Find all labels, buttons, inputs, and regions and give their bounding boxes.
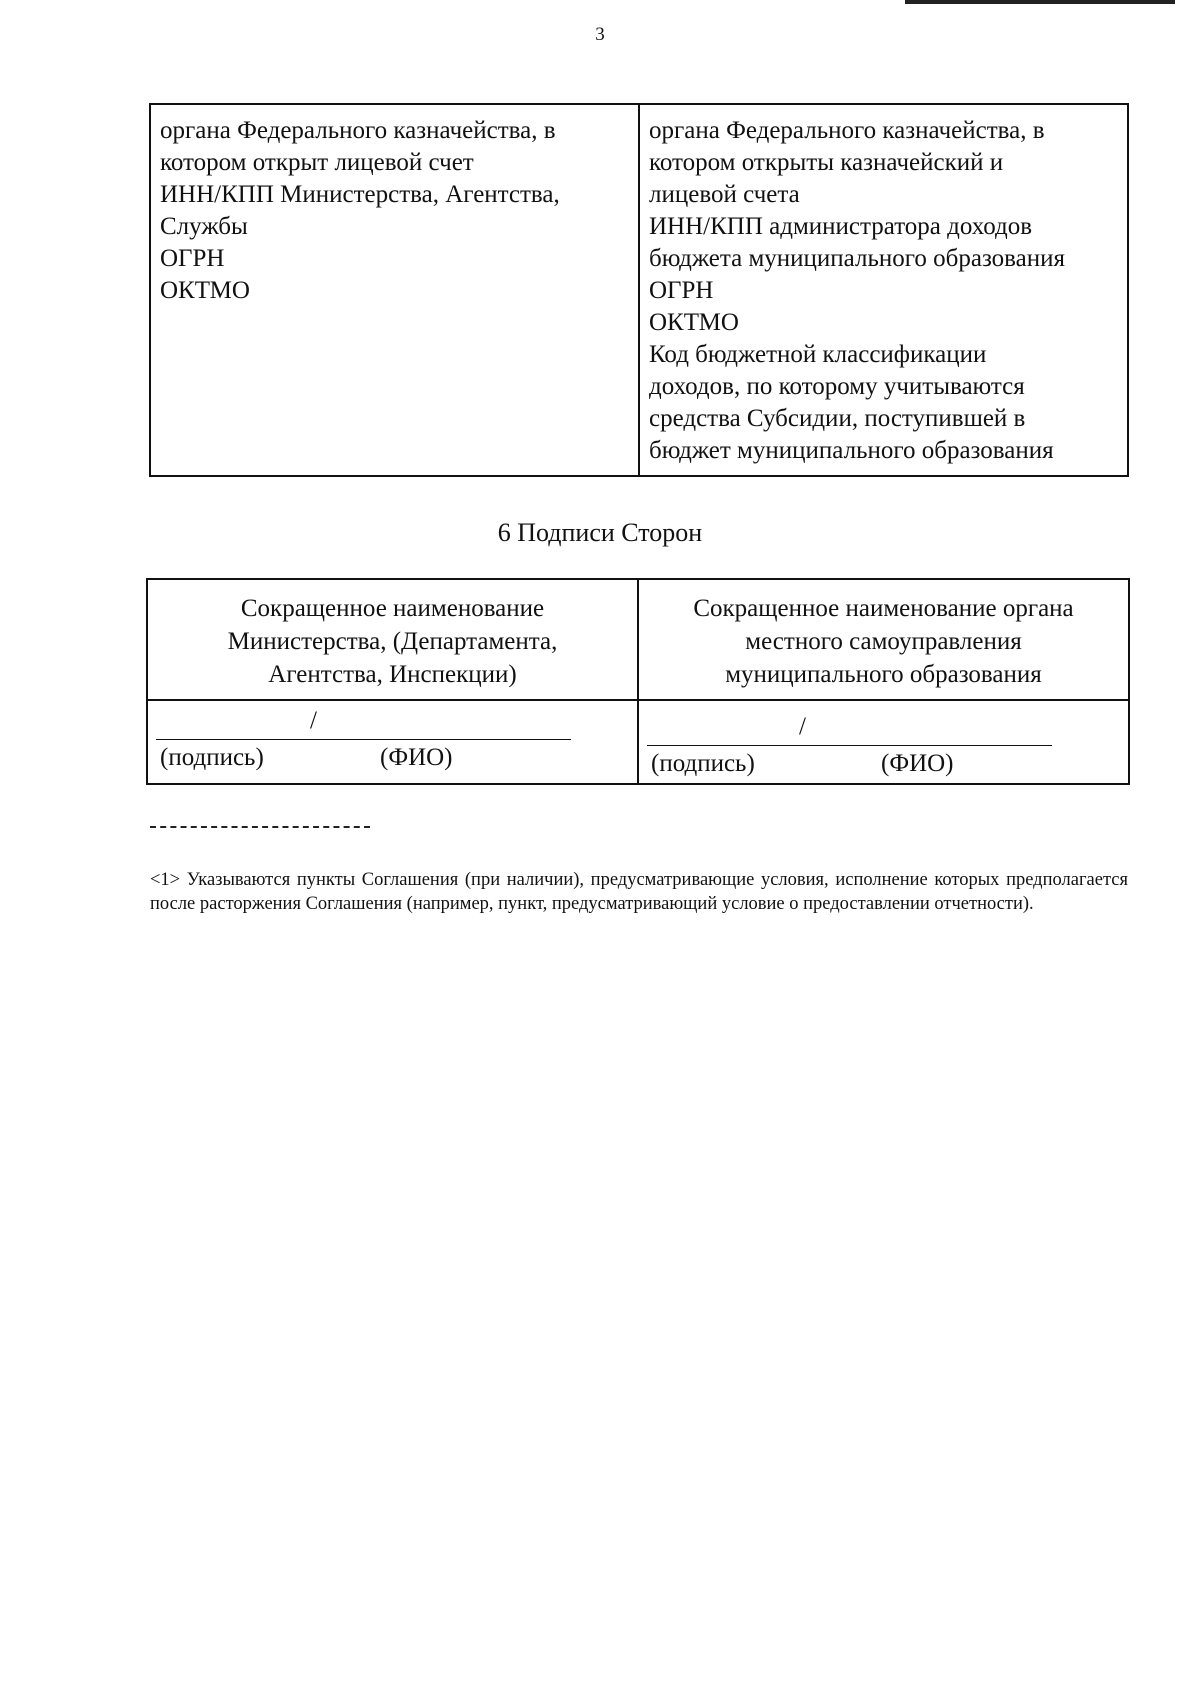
header-line: местного самоуправления (745, 628, 1022, 655)
requisites-right-line: бюджет муниципального образования (649, 437, 1054, 464)
signatures-left-header (147, 579, 638, 700)
requisites-right-cell (639, 104, 1128, 476)
name-label: (ФИО) (380, 744, 453, 771)
requisites-right-line: доходов, по которому учитываются (649, 373, 1025, 400)
signature-slash: / (310, 707, 317, 734)
page-number: 3 (595, 24, 605, 45)
signature-line (156, 709, 571, 740)
requisites-left-line: органа Федерального казначейства, в (160, 117, 556, 144)
table-row (147, 579, 1129, 700)
header-line: Министерства, (Департамента, (227, 628, 558, 655)
table-row (150, 104, 1128, 476)
requisites-left-line: ОКТМО (160, 277, 250, 304)
requisites-right-line: котором открыты казначейский и (649, 149, 1004, 176)
requisites-left-cell (150, 104, 639, 476)
section-title: 6 Подписи Сторон (497, 518, 703, 547)
requisites-right-line: Код бюджетной классификации (649, 341, 987, 368)
signatures-right-sign-cell (638, 700, 1129, 784)
signatures-right-header (638, 579, 1129, 700)
name-label: (ФИО) (881, 750, 954, 777)
requisites-right-line: средства Субсидии, поступившей в (649, 405, 1026, 432)
signature-label: (подпись) (160, 744, 264, 771)
header-line: Сокращенное наименование органа (693, 595, 1074, 622)
requisites-left-line: ОГРН (160, 245, 225, 272)
requisites-left-line: ИНН/КПП Министерства, Агентства, (160, 181, 560, 208)
signature-field-left (148, 701, 637, 783)
requisites-right-line: бюджета муниципального образования (649, 245, 1066, 272)
signature-label: (подпись) (651, 750, 755, 777)
table-row (147, 700, 1129, 784)
signatures-left-sign-cell (147, 700, 638, 784)
requisites-right-line: лицевой счета (649, 181, 800, 208)
signature-field-right (639, 701, 1128, 783)
header-line: муниципального образования (725, 661, 1042, 688)
requisites-right-line: ОКТМО (649, 309, 739, 336)
requisites-table (149, 103, 1129, 477)
signature-slash: / (799, 713, 806, 740)
signature-line (647, 715, 1052, 746)
header-line: Сокращенное наименование (240, 595, 545, 622)
signatures-table (146, 578, 1130, 785)
requisites-right-line: органа Федерального казначейства, в (649, 117, 1045, 144)
scan-artifact-line (905, 0, 1175, 4)
requisites-left-line: котором открыт лицевой счет (160, 149, 474, 176)
header-line: Агентства, Инспекции) (268, 661, 517, 688)
footnote-text: <1> Указываются пункты Соглашения (при наличии), предусматривающие условия, исполнение которых предполагается после расторжения Соглашения (например, пункт, предусматривающий условие о предоставлении отчетности). (150, 870, 1128, 914)
requisites-right-line: ИНН/КПП администратора доходов (649, 213, 1033, 240)
requisites-right-line: ОГРН (649, 277, 714, 304)
requisites-left-line: Службы (160, 213, 248, 240)
footnote-separator (150, 826, 370, 828)
